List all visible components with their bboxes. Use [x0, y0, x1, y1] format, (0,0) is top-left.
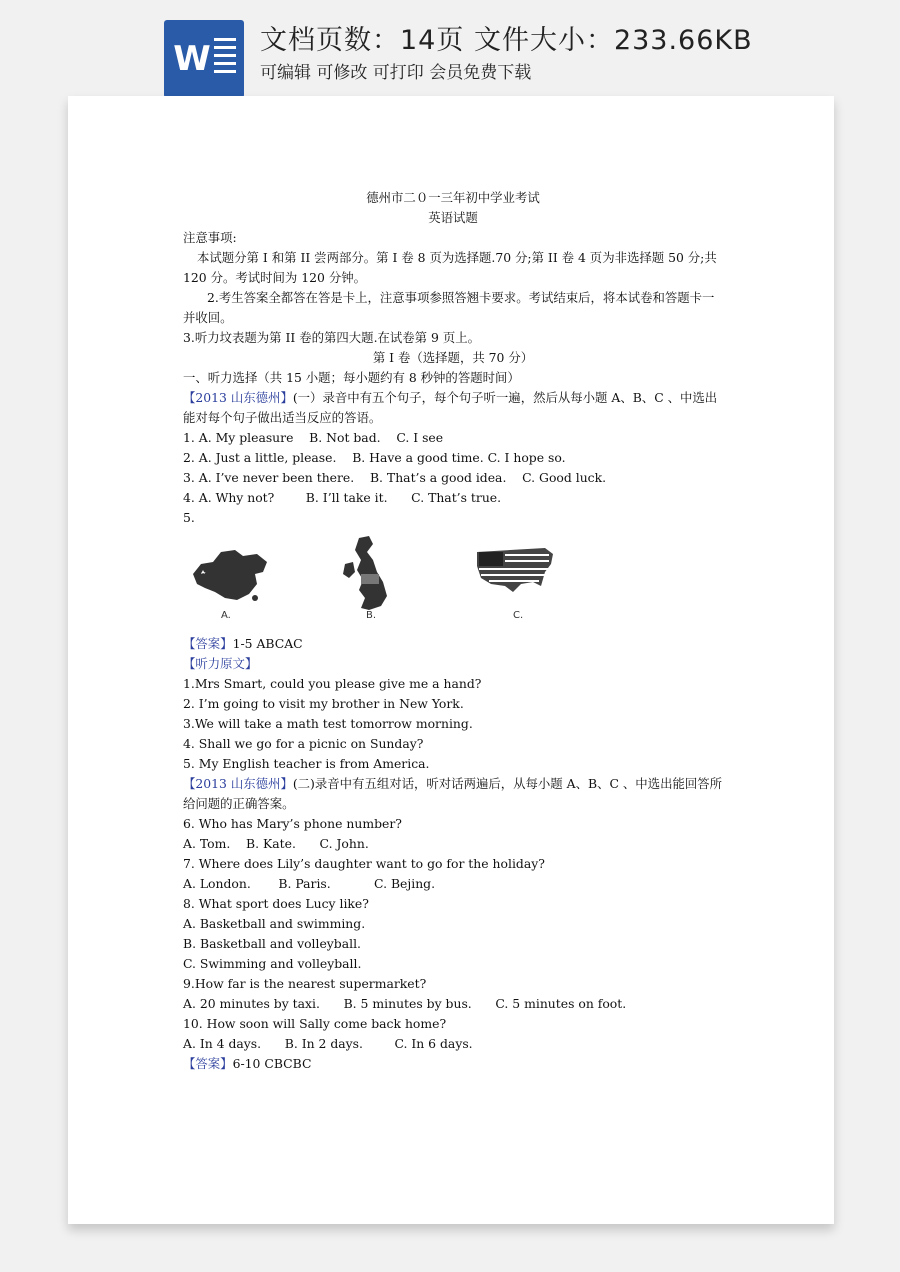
script-1: 1.Mrs Smart, could you please give me a hand?: [183, 676, 482, 691]
word-doc-icon: W: [164, 20, 244, 98]
map-label-b: B.: [366, 610, 377, 621]
china-map-image: [191, 544, 271, 606]
instruction-2: 【2013 山东德州】(二)录音中有五组对话，听对话两遍后，从每小题 A、B、C 、中选出能回答所给问题的正确答案。: [183, 776, 723, 811]
question-6-options: A. Tom. B. Kate. C. John.: [183, 836, 369, 851]
banner-title: 文档页数：14页 文件大小：233.66KB: [260, 25, 753, 56]
document-content: [183, 188, 723, 1074]
notice-heading: 注意事项:: [183, 230, 237, 245]
part-1-heading: 第 I 卷（选择题，共 70 分）: [372, 350, 534, 365]
listening-script-label: 【听力原文】: [183, 656, 258, 671]
question-10-options: A. In 4 days. B. In 2 days. C. In 6 days.: [183, 1036, 473, 1051]
question-3: 3. A. I’ve never been there. B. That’s a good idea. C. Good luck.: [183, 470, 607, 485]
question-8-option-b: B. Basketball and volleyball.: [183, 936, 361, 951]
question-9-options: A. 20 minutes by taxi. B. 5 minutes by bus. C. 5 minutes on foot.: [183, 996, 627, 1011]
doc-title: 德州市二０一三年初中学业考试: [366, 190, 540, 205]
notice-2: 2.考生答案全都答在答是卡上，注意事项参照答翘卡要求。考试结束后，将本试卷和答题卡一并收回。: [183, 290, 715, 325]
map-label-c: C.: [513, 610, 524, 621]
question-6: 6. Who has Mary’s phone number?: [183, 816, 402, 831]
script-5: 5. My English teacher is from America.: [183, 756, 430, 771]
question-1: 1. A. My pleasure B. Not bad. C. I see: [183, 430, 444, 445]
question-7-options: A. London. B. Paris. C. Bejing.: [183, 876, 436, 891]
doc-subtitle: 英语试题: [428, 210, 478, 225]
question-5: 5.: [183, 510, 195, 525]
source-tag: 2013 山东德州: [195, 390, 281, 405]
question-8-option-c: C. Swimming and volleyball.: [183, 956, 362, 971]
question-4: 4. A. Why not? B. I’ll take it. C. That’s true.: [183, 490, 502, 505]
notice-1: 本试题分第 I 和第 II 尝两部分。第 I 卷 8 页为选择题.70 分;第 II 卷 4 页为非选择题 50 分;共 120 分。考试时间为 120 分钟。: [183, 250, 717, 285]
map-options: [183, 534, 723, 634]
uk-map-image: [343, 534, 393, 616]
answer-2: 【答案】6-10 CBCBC: [183, 1056, 312, 1071]
source-tag: 2013 山东德州: [195, 776, 281, 791]
question-2: 2. A. Just a little, please. B. Have a good time. C. I hope so.: [183, 450, 566, 465]
script-2: 2. I’m going to visit my brother in New York.: [183, 696, 464, 711]
question-8: 8. What sport does Lucy like?: [183, 896, 369, 911]
document-page: [68, 96, 834, 1224]
map-label-a: A.: [221, 610, 231, 621]
question-10: 10. How soon will Sally come back home?: [183, 1016, 447, 1031]
question-7: 7. Where does Lily’s daughter want to go for the holiday?: [183, 856, 545, 871]
question-8-option-a: A. Basketball and swimming.: [183, 916, 366, 931]
banner-subtitle: 可编辑 可修改 可打印 会员免费下载: [260, 63, 532, 83]
download-banner: [0, 0, 900, 100]
script-3: 3.We will take a math test tomorrow morning.: [183, 716, 473, 731]
answer-1: 【答案】1-5 ABCAC: [183, 636, 303, 651]
instruction-1: 【2013 山东德州】(一）录音中有五个句子，每个句子听一遍，然后从每小题 A、B、C 、中选出能对每个句子做出适当反应的答语。: [183, 390, 718, 425]
section-1-heading: 一、听力选择（共 15 小题；每小题约有 8 秒钟的答题时间）: [183, 370, 520, 385]
script-4: 4. Shall we go for a picnic on Sunday?: [183, 736, 424, 751]
question-9: 9.How far is the nearest supermarket?: [183, 976, 427, 991]
usa-map-image: [475, 546, 557, 596]
notice-3: 3.听力坟表题为第 II 卷的第四大题.在试卷第 9 页上。: [183, 330, 480, 345]
